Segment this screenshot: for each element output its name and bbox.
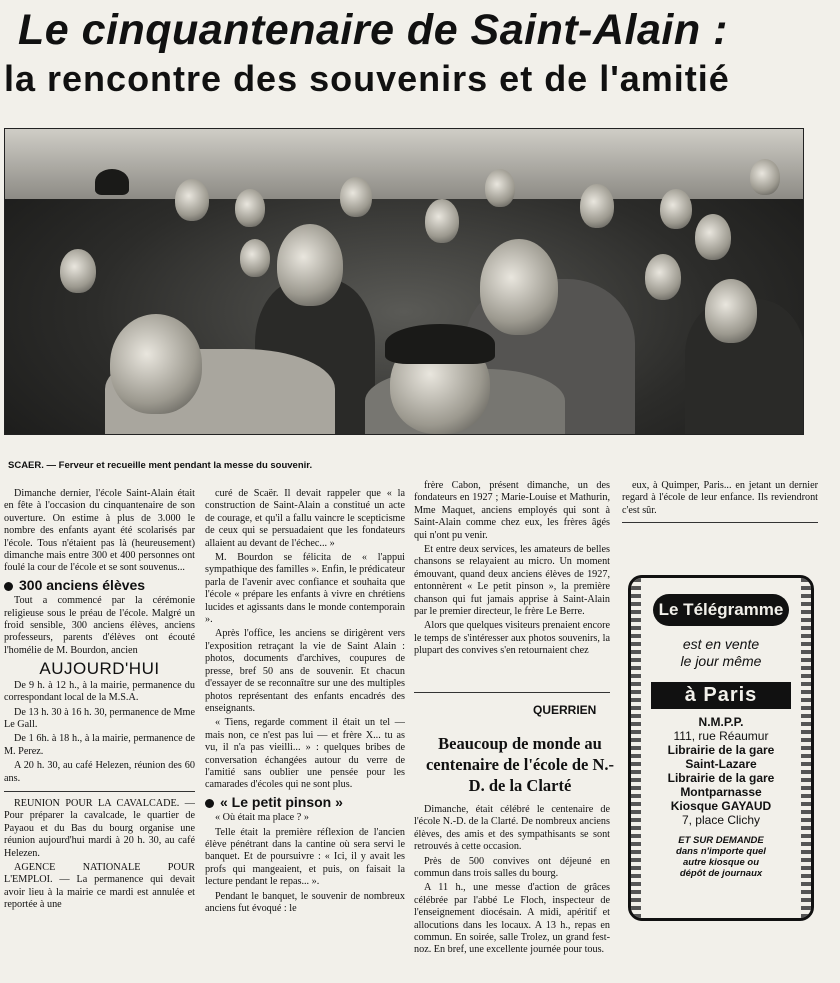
ad-line: Librairie de la gare <box>667 771 775 785</box>
querrien-title: Beaucoup de monde au centenaire de l'école de N.-D. de la Clarté <box>425 734 614 795</box>
ad-footnote: dans n'importe quel <box>676 846 766 857</box>
ad-content <box>643 578 799 879</box>
ad-footnote: dépôt de journaux <box>679 868 763 879</box>
ad-footnote: ET SUR DEMANDE <box>678 835 764 846</box>
paragraph: Dimanche dernier, l'école Saint-Alain était en fête à l'occasion du cinquantenaire de son ouverture. On estime à plus de 3.000 le nombre des enfants ayant été scolarisés par l'école. Tous n'étaient pas là (heureusement) dimanche mais entre 300 et 400 personnes ont foulé la cour de l'école et se sont souvenus... <box>4 488 195 574</box>
telegramme-ad <box>628 575 814 921</box>
photo-figure <box>175 179 209 221</box>
subheading-text: 300 anciens élèves <box>19 576 146 593</box>
paragraph: Tout a commencé par la cérémonie religieuse sous le préau de l'école. Malgré un froid sensible, 300 anciens élèves, anciens professeurs, parents d'élèves ont écouté l'homélie de M. Bourdon, ancien <box>4 595 195 656</box>
agenda-item: De 13 h. 30 à 16 h. 30, permanence de Mme Le Gall. <box>4 706 195 730</box>
column-2 <box>205 488 405 917</box>
paragraph: A 11 h., une messe d'action de grâces célébrée par l'abbé Le Floch, inspecteur de l'enseignement diocésain. A midi, apéritif et allocutions dans les locaux. A 13 h., repas en commun. En soirée, salle Trolez, un grand fest-noz. En bref, une excellente journée pour tous. <box>414 882 610 956</box>
photo-figure <box>645 254 681 300</box>
photo-figure <box>110 314 202 414</box>
ad-border-stripe <box>631 578 641 918</box>
ad-city: à Paris <box>651 682 791 709</box>
querrien-article <box>414 804 610 959</box>
paragraph: M. Bourdon se félicita de « l'appui sympathique des familles ». Enfin, le prédicateur parla de l'avenir avec confiance et souhaita que l'école « prépare les enfants à vivre en chrétiens lucides et agissants dans le monde contemporain ». <box>205 552 405 626</box>
ad-tagline-2: le jour même <box>680 653 762 669</box>
paragraph: Près de 500 convives ont déjeuné en commun dans trois salles du bourg. <box>414 855 610 880</box>
agenda-item: De 9 h. à 12 h., à la mairie, permanence du correspondant local de la M.S.A. <box>4 679 195 704</box>
notice-emploi: AGENCE NATIONALE POUR L'EMPLOI. — La permanence qui devait avoir lieu à la mairie ce mardi est annulée et reportée à une <box>4 861 195 911</box>
ad-line: Librairie de la gare <box>667 743 775 757</box>
subheading-anciens <box>4 576 195 593</box>
column-4 <box>622 480 818 519</box>
photo-figure <box>695 214 731 260</box>
headline-line-1: Le cinquantenaire de Saint-Alain : <box>18 6 728 54</box>
photo-figure <box>480 239 558 335</box>
ad-line: Montparnasse <box>680 785 762 799</box>
ad-title: Le Télégramme <box>653 594 789 626</box>
ad-line: Saint-Lazare <box>685 757 757 771</box>
subheading-text: « Le petit pinson » <box>220 793 343 810</box>
bullet-icon <box>205 799 214 808</box>
ad-tagline-1: est en vente <box>682 636 760 652</box>
headline-line-2: la rencontre des souvenirs et de l'amitié <box>4 58 730 99</box>
ad-footnote: autre kiosque ou <box>682 857 759 868</box>
ad-line: 7, place Clichy <box>681 813 761 827</box>
photo-caption: SCAER. — Ferveur et recueille ment pendant la messe du souvenir. <box>8 460 313 471</box>
paragraph: Après l'office, les anciens se dirigèrent vers l'exposition retraçant la vie de Saint Alain : photos, documents d'archives, coupures de presse, bref 50 ans de souvenir. Et chacun d'essayer de se reconnaître sur une des multiples photos représentant des enfants encadrés des enseignants. <box>205 628 405 714</box>
photo-figure <box>660 189 692 229</box>
photo-figure <box>580 184 614 228</box>
column-1 <box>4 488 195 914</box>
divider <box>622 522 818 523</box>
querrien-tag: QUERRIEN <box>533 703 597 717</box>
paragraph: Pendant le banquet, le souvenir de nombreux anciens fut évoqué : le <box>205 890 405 914</box>
ad-border-stripe <box>801 578 811 918</box>
bullet-icon <box>4 582 13 591</box>
divider <box>4 791 195 792</box>
agenda-item: De 1 6h. à 18 h., à la mairie, permanence de M. Perez. <box>4 733 195 757</box>
ad-line: N.M.P.P. <box>698 715 744 729</box>
photo-figure <box>235 189 265 227</box>
mass-photo <box>4 128 804 435</box>
paragraph: Alors que quelques visiteurs prenaient encore le temps de s'intéresser aux photos souvenirs, la plupart des convives s'en retournaient chez <box>414 620 610 657</box>
paragraph: Telle était la première réflexion de l'ancien élève pénétrant dans la cantine où sera servi le banquet. Et de poursuivre : « Ici, il y avait les profs qui mangeaient, et puis, on faisait la lecture pendant le repas... ». <box>205 826 405 888</box>
photo-figure <box>240 239 270 277</box>
aujourdhui-heading: AUJOURD'HUI <box>39 659 160 679</box>
paragraph: eux, à Quimper, Paris... en jetant un dernier regard à l'école de leur enfance. Ils reviendront c'est sûr. <box>622 480 818 516</box>
agenda-item: A 20 h. 30, au café Helezen, réunion des 60 ans. <box>4 760 195 784</box>
notice-cavalcade: REUNION POUR LA CAVALCADE. — Pour préparer la cavalcade, le quartier de Payaou et du Bas du bourg organise une réunion aujourd'hui mardi à 20 h. 30, au café Helezen. <box>4 797 195 859</box>
photo-figure <box>750 159 780 195</box>
photo-figure <box>340 177 372 217</box>
subheading-pinson <box>205 793 405 810</box>
photo-figure <box>95 169 129 195</box>
paragraph: Et entre deux services, les amateurs de belles chansons se relayaient au micro. Un moment émouvant, quand deux anciens élèves de 1927, entonnèrent « Le petit pinson », la première chanson qui fut jamais apprise à Saint-Alain par le premier directeur, le frère Le Berre. <box>414 544 610 618</box>
ad-line: Kiosque GAYAUD <box>670 799 772 813</box>
photo-figure <box>385 324 495 364</box>
divider <box>414 692 610 693</box>
paragraph: frère Cabon, présent dimanche, un des fondateurs en 1927 ; Marie-Louise et Mathurin, Mme Maquet, anciens employés qui sont à Saint-Alain comme chez eux, les frères âgés qui n'ont pu venir. <box>414 480 610 541</box>
photo-figure <box>425 199 459 243</box>
paragraph: « Où était ma place ? » <box>215 812 309 824</box>
photo-figure <box>60 249 96 293</box>
paragraph: curé de Scaër. Il devait rappeler que « la construction de Saint-Alain a constitué un acte de courage, et qu'il a fallu vaincre le scepticisme de ceux qui se persuadaient que les fondateurs allaient au devant de l'échec... » <box>205 488 405 549</box>
ad-line: 111, rue Réaumur <box>673 729 769 743</box>
paragraph: Dimanche, était célébré le centenaire de l'école N.-D. de la Clarté. De nombreux anciens élèves, des amis et des sympathisants se sont retrouvés à cette occasion. <box>414 804 610 853</box>
paragraph: « Tiens, regarde comment il était un tel — mais non, ce n'est pas lui — et frère X... tu as vu, il n'a pas vieilli... » : quelques bribes de conversation échangées autour du verre de l'amitié sans oublier une pensée pour les camarades d'écoles qui ne sont plus. <box>205 717 405 791</box>
photo-figure <box>485 169 515 207</box>
photo-figure <box>277 224 343 306</box>
photo-figure <box>705 279 757 343</box>
column-3 <box>414 480 610 660</box>
